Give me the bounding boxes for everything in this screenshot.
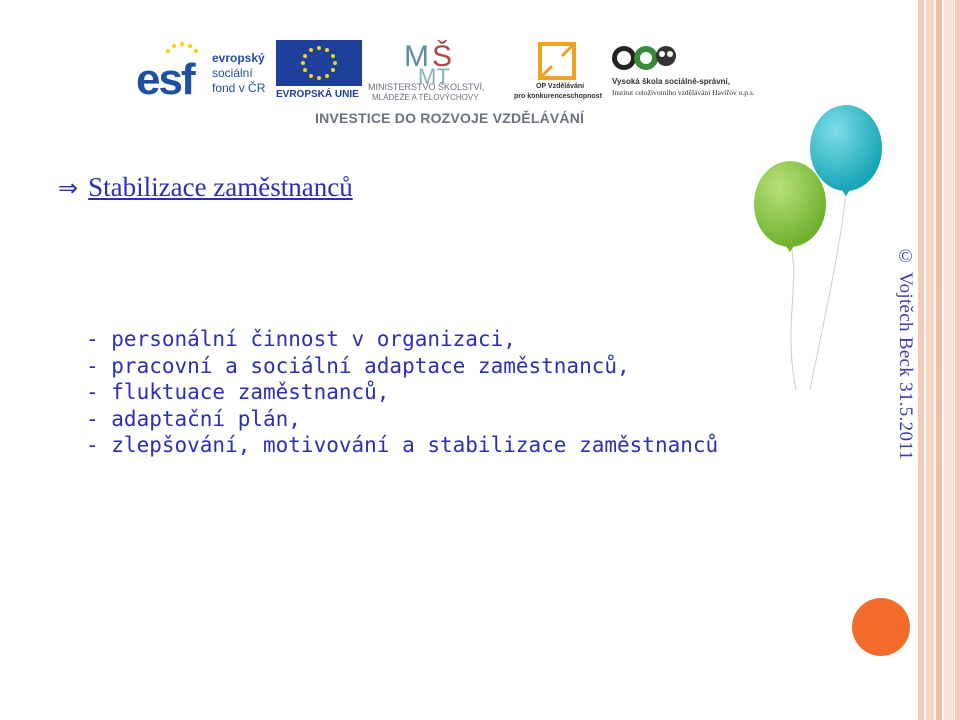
op-line-1: OP Vzdělávání bbox=[536, 83, 585, 90]
double-arrow-icon: ⇒ bbox=[58, 174, 79, 202]
msmt-logo bbox=[366, 36, 511, 102]
svg-text:Š: Š bbox=[432, 40, 453, 73]
decor-stripe bbox=[944, 0, 954, 720]
list-item: - fluktuace zaměstnanců, bbox=[86, 380, 390, 404]
esf-logo-line-1: evropský bbox=[212, 51, 265, 65]
decor-stripe bbox=[926, 0, 934, 720]
green-balloon bbox=[754, 161, 826, 247]
balloon-string bbox=[791, 250, 796, 390]
logo-banner bbox=[130, 36, 790, 108]
balloons-illustration bbox=[740, 100, 900, 400]
decor-stripe bbox=[955, 0, 960, 720]
svg-text:M: M bbox=[404, 40, 429, 73]
slide-heading bbox=[58, 172, 353, 203]
esf-logo-line-2: sociální bbox=[212, 66, 253, 80]
vss-line-1: Vysoká škola sociálně-správní, bbox=[612, 77, 730, 86]
esf-logo bbox=[134, 40, 272, 100]
eu-flag-logo bbox=[276, 40, 362, 100]
list-item: - adaptační plán, bbox=[86, 406, 301, 431]
esf-logo-big: esf bbox=[136, 55, 194, 100]
vss-line-2: Institut celoživotního vzdělávání Havířov o.p.s. bbox=[612, 88, 755, 97]
svg-text:MT: MT bbox=[418, 64, 450, 89]
teal-balloon bbox=[810, 105, 882, 191]
msmt-line-1: MINISTERSTVO ŠKOLSTVÍ, bbox=[368, 82, 485, 92]
msmt-line-2: MLÁDEŽE A TĚLOVÝCHOVY bbox=[372, 93, 479, 102]
copyright-text: © Vojtěch Beck 31.5.2011 bbox=[895, 246, 916, 461]
orange-circle-decor bbox=[852, 598, 910, 656]
content-list bbox=[86, 326, 718, 459]
op-vzdelavani-logo bbox=[512, 38, 608, 104]
investice-banner: INVESTICE DO ROZVOJE VZDĚLÁVÁNÍ bbox=[315, 110, 585, 126]
slide-title: Stabilizace zaměstnanců bbox=[88, 172, 353, 202]
eu-label: EVROPSKÁ UNIE bbox=[276, 89, 359, 100]
vss-logo bbox=[610, 40, 800, 100]
list-item: - pracovní a sociální adaptace zaměstnanců, bbox=[86, 353, 630, 378]
decor-stripe bbox=[936, 0, 942, 720]
copyright-vertical bbox=[894, 246, 926, 466]
list-item: - personální činnost v organizaci, bbox=[86, 327, 516, 351]
list-item: - zlepšování, motivování a stabilizace zaměstnanců bbox=[86, 433, 719, 457]
esf-logo-line-3: fond v ČR bbox=[212, 81, 266, 95]
op-line-2: pro konkurenceschopnost bbox=[514, 93, 602, 100]
